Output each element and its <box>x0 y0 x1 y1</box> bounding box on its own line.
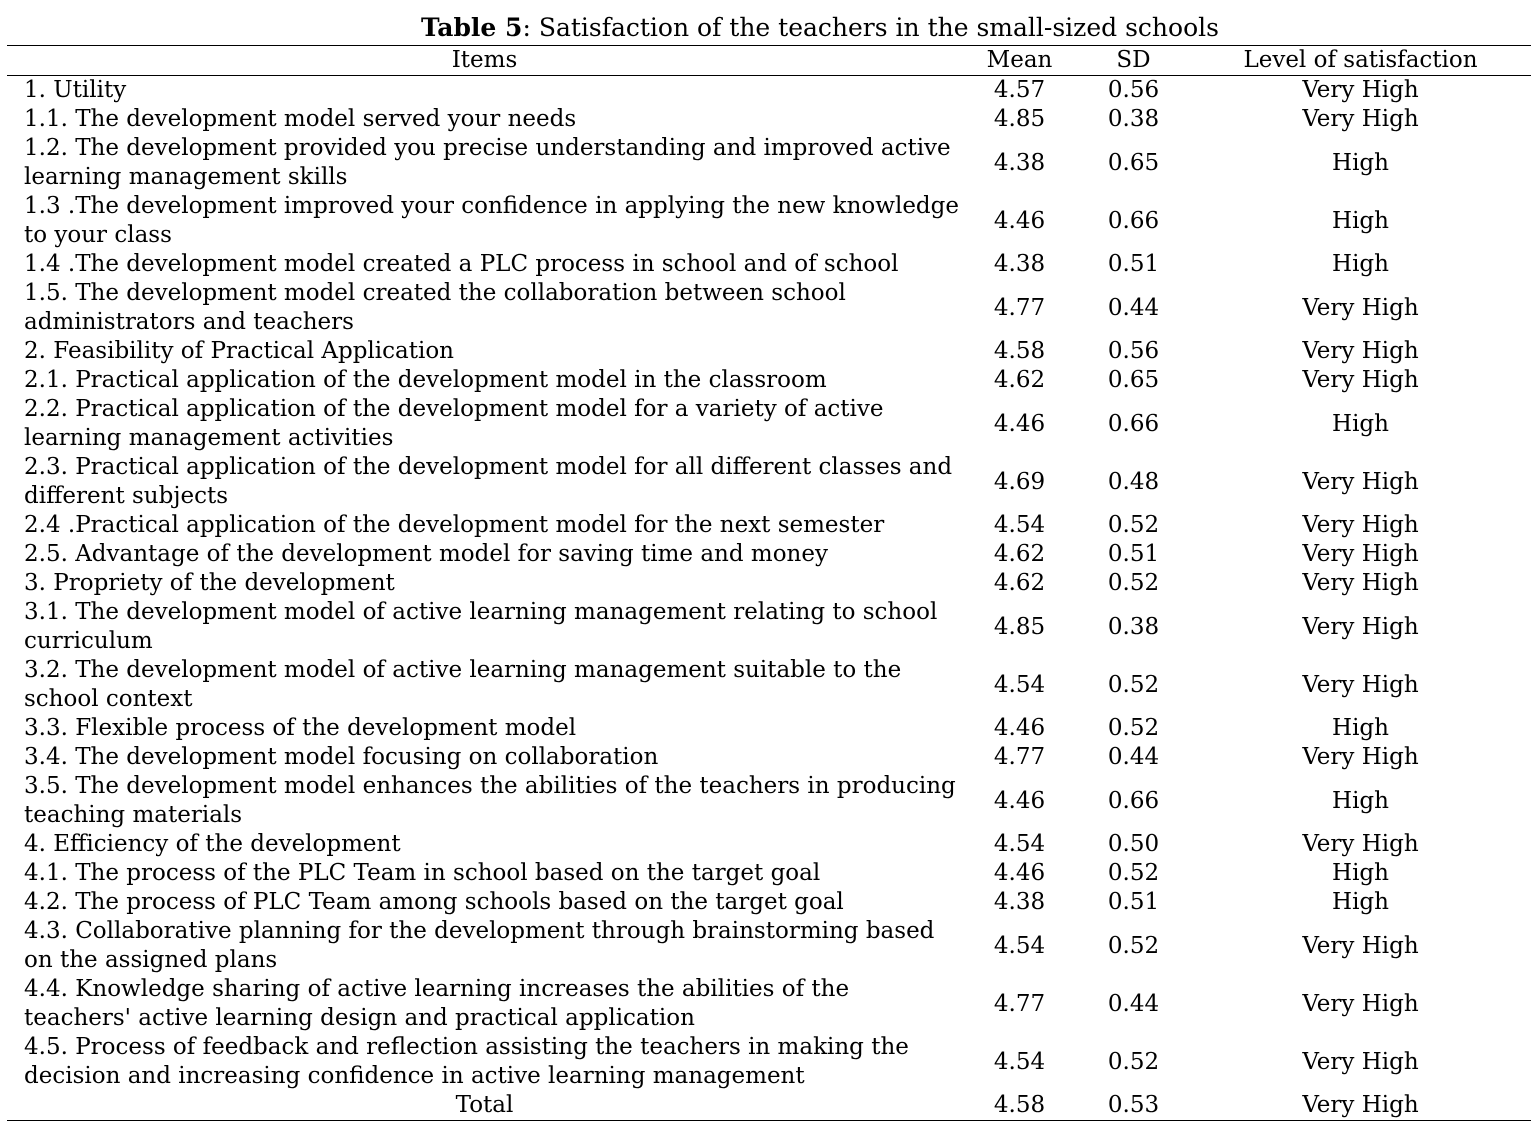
item-text: 3.4. The development model focusing on collaboration <box>24 744 659 770</box>
item-text: 1.4 .The development model created a PLC process in school and of school <box>24 251 899 277</box>
level-cell: Very High <box>1302 338 1419 364</box>
item-text: 2. Feasibility of Practical Application <box>24 338 454 364</box>
mean-cell: 4.46 <box>993 860 1046 886</box>
total-level-cell: Very High <box>1190 1091 1531 1121</box>
level-cell: High <box>1332 410 1389 437</box>
table-header-row <box>7 46 1531 76</box>
mean-cell: 4.62 <box>993 570 1046 596</box>
sd-cell: 0.48 <box>1107 468 1160 495</box>
item-cell <box>7 569 962 598</box>
table-row <box>7 714 1531 743</box>
mean-cell: 4.54 <box>993 1048 1046 1075</box>
mean-cell: 4.38 <box>993 889 1046 915</box>
mean-cell: 4.77 <box>993 744 1046 770</box>
total-row <box>7 1091 1531 1121</box>
item-text: 1.2. The development provided you precise understanding and improved active learning management skills <box>24 135 951 190</box>
level-cell: Very High <box>1302 468 1419 495</box>
table-row <box>7 453 1531 511</box>
level-cell: Very High <box>1302 671 1419 698</box>
item-text: 3.5. The development model enhances the abilities of the teachers in producing teaching materials <box>24 773 956 828</box>
item-text: 4.5. Process of feedback and reflection assisting the teachers in making the decision and increasing confidence in active learning management <box>24 1034 909 1089</box>
item-text: 1. Utility <box>24 77 127 103</box>
table-row <box>7 337 1531 366</box>
table-row <box>7 830 1531 859</box>
item-text: 3.2. The development model of active learning management suitable to the school context <box>24 657 902 712</box>
mean-cell: 4.38 <box>993 149 1046 176</box>
item-text: 4.1. The process of the PLC Team in school based on the target goal <box>24 860 821 886</box>
table-row <box>7 540 1531 569</box>
level-cell: High <box>1332 889 1389 915</box>
sd-cell: 0.44 <box>1107 744 1160 770</box>
level-cell: Very High <box>1302 570 1419 596</box>
total-label: Total <box>7 1091 962 1121</box>
level-cell: High <box>1332 149 1389 176</box>
item-cell <box>7 540 962 569</box>
sd-cell: 0.65 <box>1107 367 1160 393</box>
sd-cell: 0.38 <box>1107 613 1160 640</box>
mean-cell: 4.46 <box>993 715 1046 741</box>
table-row <box>7 395 1531 453</box>
table-row <box>7 917 1531 975</box>
item-text: 2.2. Practical application of the development model for a variety of active learning management activities <box>24 396 884 451</box>
item-cell <box>7 743 962 772</box>
item-text: 4.3. Collaborative planning for the development through brainstorming based on the assigned plans <box>24 918 935 973</box>
item-cell <box>7 134 962 192</box>
item-text: 1.1. The development model served your needs <box>24 106 577 132</box>
table-row <box>7 859 1531 888</box>
level-cell: Very High <box>1302 294 1419 321</box>
sd-cell: 0.51 <box>1107 251 1160 277</box>
item-cell <box>7 888 962 917</box>
level-cell: High <box>1332 860 1389 886</box>
table-row <box>7 1033 1531 1091</box>
mean-cell: 4.57 <box>993 77 1046 103</box>
sd-cell: 0.52 <box>1107 671 1160 698</box>
mean-cell: 4.38 <box>993 251 1046 277</box>
item-cell <box>7 656 962 714</box>
column-header-sd: SD <box>1077 46 1190 76</box>
table-row <box>7 569 1531 598</box>
item-text: 3.1. The development model of active learning management relating to school curriculum <box>24 599 938 654</box>
level-cell: Very High <box>1302 106 1419 132</box>
level-cell: Very High <box>1302 541 1419 567</box>
sd-cell: 0.50 <box>1107 831 1160 857</box>
level-cell: High <box>1332 251 1389 277</box>
mean-cell: 4.62 <box>993 541 1046 567</box>
sd-cell: 0.52 <box>1107 932 1160 959</box>
table-caption-text: : Satisfaction of the teachers in the small-sized schools <box>522 13 1219 42</box>
mean-cell: 4.77 <box>993 990 1046 1017</box>
item-cell <box>7 714 962 743</box>
item-cell <box>7 1033 962 1091</box>
mean-cell: 4.58 <box>993 338 1046 364</box>
sd-cell: 0.51 <box>1107 889 1160 915</box>
level-cell: High <box>1332 715 1389 741</box>
sd-cell: 0.44 <box>1107 990 1160 1017</box>
total-sd-cell: 0.53 <box>1077 1091 1190 1121</box>
sd-cell: 0.52 <box>1107 860 1160 886</box>
table-row <box>7 134 1531 192</box>
level-cell: High <box>1332 787 1389 814</box>
level-cell: Very High <box>1302 512 1419 538</box>
mean-cell: 4.85 <box>993 613 1046 640</box>
mean-cell: 4.46 <box>993 787 1046 814</box>
item-cell <box>7 337 962 366</box>
item-cell <box>7 859 962 888</box>
item-text: 4. Efficiency of the development <box>24 831 401 857</box>
level-cell: Very High <box>1302 613 1419 640</box>
item-cell <box>7 279 962 337</box>
mean-cell: 4.54 <box>993 831 1046 857</box>
sd-cell: 0.52 <box>1107 1048 1160 1075</box>
sd-cell: 0.51 <box>1107 541 1160 567</box>
sd-cell: 0.52 <box>1107 570 1160 596</box>
column-header-items: Items <box>7 46 962 76</box>
item-text: 3.3. Flexible process of the development model <box>24 715 577 741</box>
level-cell: Very High <box>1302 1048 1419 1075</box>
item-cell <box>7 975 962 1033</box>
level-cell: Very High <box>1302 831 1419 857</box>
sd-cell: 0.56 <box>1107 77 1160 103</box>
item-cell <box>7 830 962 859</box>
mean-cell: 4.54 <box>993 932 1046 959</box>
table-row <box>7 888 1531 917</box>
table-row <box>7 598 1531 656</box>
item-cell <box>7 395 962 453</box>
item-cell <box>7 250 962 279</box>
table-row <box>7 366 1531 395</box>
mean-cell: 4.46 <box>993 207 1046 234</box>
mean-cell: 4.62 <box>993 367 1046 393</box>
level-cell: Very High <box>1302 990 1419 1017</box>
sd-cell: 0.52 <box>1107 715 1160 741</box>
column-header-mean: Mean <box>962 46 1077 76</box>
sd-cell: 0.66 <box>1107 787 1160 814</box>
item-cell <box>7 453 962 511</box>
sd-cell: 0.38 <box>1107 106 1160 132</box>
sd-cell: 0.56 <box>1107 338 1160 364</box>
mean-cell: 4.54 <box>993 671 1046 698</box>
table-row <box>7 743 1531 772</box>
table-row <box>7 656 1531 714</box>
table-row <box>7 250 1531 279</box>
item-text: 2.1. Practical application of the development model in the classroom <box>24 367 827 393</box>
item-cell <box>7 76 962 106</box>
table-row <box>7 192 1531 250</box>
item-text: 2.3. Practical application of the development model for all different classes and different subjects <box>24 454 953 509</box>
mean-cell: 4.77 <box>993 294 1046 321</box>
table-caption <box>0 12 1536 44</box>
level-cell: Very High <box>1302 744 1419 770</box>
item-text: 1.3 .The development improved your confidence in applying the new knowledge to your class <box>24 193 959 248</box>
column-header-level: Level of satisfaction <box>1190 46 1531 76</box>
total-mean-cell: 4.58 <box>962 1091 1077 1121</box>
item-text: 4.4. Knowledge sharing of active learning increases the abilities of the teachers' active learning design and practical application <box>24 976 850 1031</box>
table-row <box>7 772 1531 830</box>
sd-cell: 0.52 <box>1107 512 1160 538</box>
item-cell <box>7 598 962 656</box>
level-cell: High <box>1332 207 1389 234</box>
table-row <box>7 279 1531 337</box>
mean-cell: 4.46 <box>993 410 1046 437</box>
item-cell <box>7 917 962 975</box>
sd-cell: 0.66 <box>1107 410 1160 437</box>
item-cell <box>7 366 962 395</box>
item-cell <box>7 772 962 830</box>
table-row <box>7 511 1531 540</box>
item-text: 4.2. The process of PLC Team among schools based on the target goal <box>24 889 844 915</box>
level-cell: Very High <box>1302 932 1419 959</box>
table-body <box>7 76 1531 1121</box>
table-row <box>7 76 1531 106</box>
mean-cell: 4.69 <box>993 468 1046 495</box>
item-cell <box>7 511 962 540</box>
level-cell: Very High <box>1302 77 1419 103</box>
sd-cell: 0.66 <box>1107 207 1160 234</box>
item-cell <box>7 105 962 134</box>
satisfaction-table <box>7 45 1531 1121</box>
item-text: 3. Propriety of the development <box>24 570 395 596</box>
level-cell: Very High <box>1302 367 1419 393</box>
item-text: 2.4 .Practical application of the development model for the next semester <box>24 512 885 538</box>
sd-cell: 0.65 <box>1107 149 1160 176</box>
table-row <box>7 975 1531 1033</box>
mean-cell: 4.85 <box>993 106 1046 132</box>
item-text: 2.5. Advantage of the development model for saving time and money <box>24 541 828 567</box>
table-row <box>7 105 1531 134</box>
item-text: 1.5. The development model created the collaboration between school administrators and teachers <box>24 280 846 335</box>
mean-cell: 4.54 <box>993 512 1046 538</box>
item-cell <box>7 192 962 250</box>
table-caption-label: Table 5 <box>421 13 523 42</box>
sd-cell: 0.44 <box>1107 294 1160 321</box>
